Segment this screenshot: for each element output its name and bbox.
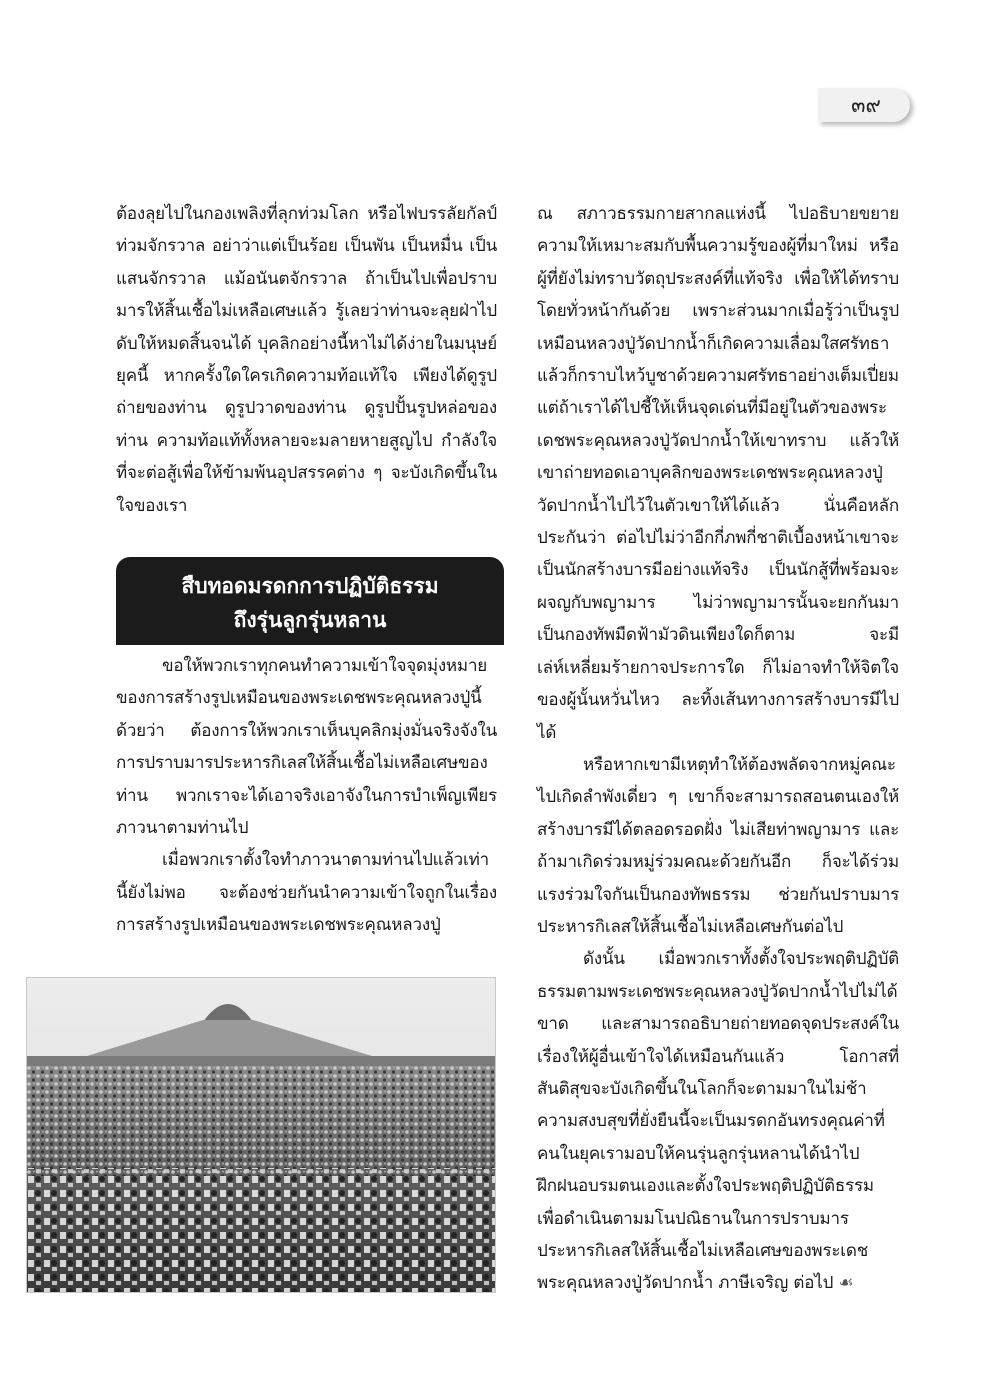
page-number: ๓๙ (851, 93, 881, 117)
left-column-bottom (116, 650, 497, 942)
right-paragraph-1: ณ สภาวธรรมกายสากลแห่งนี้ ไปอธิบายขยายความให้เหมาะสมกับพื้นความรู้ของผู้ที่มาใหม่ หรือผู้ที่ยังไม่ทราบวัตถุประสงค์ที่แท้จริง เพื่อให้ได้ทราบโดยทั่วหน้ากันด้วย เพราะส่วนมากเมื่อรู้ว่าเป็นรูปเหมือนหลวงปู่วัดปากน้ำก็เกิดความเลื่อมใสศรัทธา แล้วก็กราบไหว้บูชาด้วยความศรัทธาอย่างเต็มเปี่ยม แต่ถ้าเราได้ไปชี้ให้เห็นจุดเด่นที่มีอยู่ในตัวของพระเดชพระคุณหลวงปู่วัดปากน้ำให้เขาทราบ แล้วให้เขาถ่ายทอดเอาบุคลิกของพระเดชพระคุณหลวงปู่วัดปากน้ำไปไว้ในตัวเขาให้ได้แล้ว นั่นคือหลักประกันว่า ต่อไปไม่ว่าอีกกี่ภพกี่ชาติเบื้องหน้าเขาจะเป็นนักสร้างบารมีอย่างแท้จริง เป็นนักสู้ที่พร้อมจะผจญกับพญามาร ไม่ว่าพญามารนั้นจะยกกันมาเป็นกองทัพมืดฟ้ามัวดินเพียงใดก็ตาม จะมีเล่ห์เหลี่ยมร้ายกาจประการใด ก็ไม่อาจทำให้จิตใจของผู้นั้นหวั่นไหว ละทิ้งเส้นทางการสร้างบารมีไปได้ (537, 204, 899, 743)
right-paragraph-3-text: ดังนั้น เมื่อพวกเราทั้งตั้งใจประพฤติปฏิบัติธรรมตามพระเดชพระคุณหลวงปู่วัดปากน้ำไปไม่ได้ขาด และสามารถอธิบายถ่ายทอดจุดประสงค์ในเรื่องให้ผู้อื่นเข้าใจได้เหมือนกันแล้ว โอกาสที่สันติสุขจะบังเกิดขึ้นในโลกก็จะตามมาในไม่ช้า ความสงบสุขที่ยั่งยืนนี้จะเป็นมรดกอันทรงคุณค่าที่คนในยุคเรามอบให้คนรุ่นลูกรุ่นหลานได้นำไปฝึกฝนอบรมตนเองและตั้งใจประพฤติปฏิบัติธรรมเพื่อดำเนินตามมโนปณิธานในการปราบมารประหารกิเลสให้สิ้นเชื้อไม่เหลือเศษของพระเดชพระคุณหลวงปู่วัดปากน้ำ ภาษีเจริญ ต่อไป (537, 949, 899, 1294)
left-paragraph-1: ต้องลุยไปในกองเพลิงที่ลุกท่วมโลก หรือไฟบรรลัยกัลป์ท่วมจักรวาล อย่าว่าแต่เป็นร้อย เป็นพัน เป็นหมื่น เป็นแสนจักรวาล แม้อนันตจักรวาล ถ้าเป็นไปเพื่อปราบมารให้สิ้นเชื้อไม่เหลือเศษแล้ว รู้เลยว่าท่านจะลุยฝ่าไปดับให้หมดสิ้นจนได้ บุคลิกอย่างนี้หาไม่ได้ง่ายในมนุษย์ยุคนี้ หากครั้งใดใครเกิดความท้อแท้ใจ เพียงได้ดูรูปถ่ายของท่าน ดูรูปวาดของท่าน ดูรูปปั้นรูปหล่อของท่าน ความท้อแท้ทั้งหลายจะมลายหายสูญไป กำลังใจที่จะต่อสู้เพื่อให้ข้ามพ้นอุปสรรคต่าง ๆ จะบังเกิดขึ้นในใจของเรา (116, 204, 497, 516)
dhammakaya-crowd-photo (26, 977, 496, 1293)
left-column-top (116, 198, 497, 522)
left-paragraph-3: เมื่อพวกเราตั้งใจทำภาวนาตามท่านไปแล้วเท่านี้ยังไม่พอ จะต้องช่วยกันนำความเข้าใจถูกในเรื่องการสร้างรูปเหมือนของพระเดชพระคุณหลวงปู่ (116, 850, 497, 936)
section-heading-line-1: สืบทอดมรดกการปฏิบัติธรรม (181, 574, 439, 598)
left-paragraph-2: ขอให้พวกเราทุกคนทำความเข้าใจจุดมุ่งหมายของการสร้างรูปเหมือนของพระเดชพระคุณหลวงปู่นี้ด้วยว่า ต้องการให้พวกเราเห็นบุคลิกมุ่งมั่นจริงจังในการปราบมารประหารกิเลสให้สิ้นเชื้อไม่เหลือเศษของท่าน พวกเราจะได้เอาจริงเอาจังในการบำเพ็ญเพียรภาวนาตามท่านไป (116, 656, 497, 839)
right-column (537, 198, 899, 1300)
section-heading-line-2: ถึงรุ่นลูกรุ่นหลาน (233, 608, 387, 632)
end-mark-icon: ☙ (838, 1273, 854, 1294)
right-paragraph-2: หรือหากเขามีเหตุทำให้ต้องพลัดจากหมู่คณะไปเกิดลำพังเดี่ยว ๆ เขาก็จะสามารถสอนตนเองให้สร้างบารมีได้ตลอดรอดฝั่ง ไม่เสียท่าพญามาร และถ้ามาเกิดร่วมหมู่ร่วมคณะด้วยกันอีก ก็จะได้ร่วมแรงร่วมใจกันเป็นกองทัพธรรม ช่วยกันปราบมารประหารกิเลสให้สิ้นเชื้อไม่เหลือเศษกันต่อไป (537, 754, 899, 937)
section-heading (116, 557, 504, 645)
crowd-photo-illustration (27, 978, 495, 1292)
right-paragraph-3 (537, 943, 899, 1299)
